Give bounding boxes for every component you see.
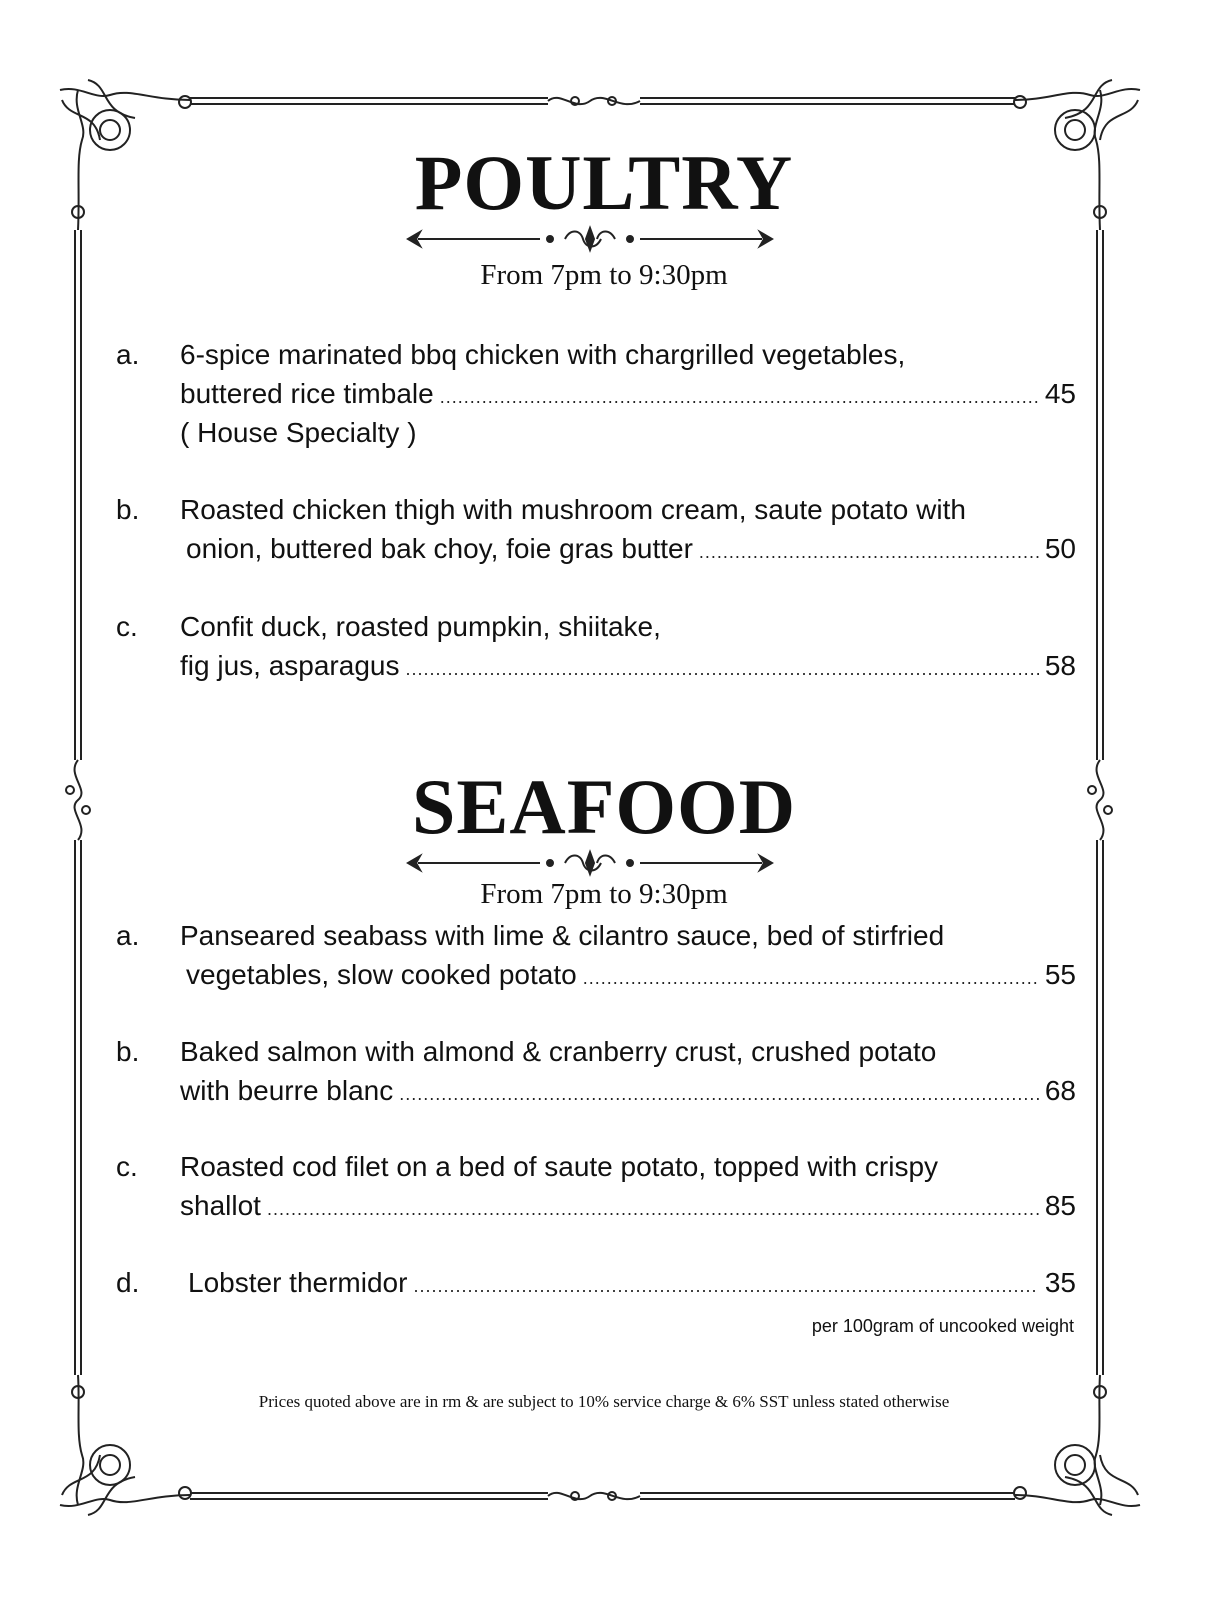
bottom-center-flourish-icon xyxy=(548,1492,640,1500)
item-description: Lobster thermidor xyxy=(188,1267,408,1298)
item-description-cont: buttered rice timbale xyxy=(180,378,434,409)
item-description: Roasted chicken thigh with mushroom cream, saute potato with xyxy=(180,494,966,525)
poultry-divider-flourish-icon xyxy=(400,224,780,254)
leader-dots xyxy=(583,959,1039,998)
seafood-title: SEAFOOD xyxy=(411,763,797,850)
item-price: 50 xyxy=(1044,533,1076,564)
item-letter: b. xyxy=(116,1036,140,1067)
item-description-cont: fig jus, asparagus xyxy=(180,650,400,681)
item-description-cont: with beurre blanc xyxy=(180,1075,394,1106)
seafood-divider-flourish-icon xyxy=(400,848,780,878)
item-description-cont: onion, buttered bak choy, foie gras butter xyxy=(186,533,693,564)
item-price: 85 xyxy=(1044,1190,1076,1221)
leader-dots xyxy=(399,1075,1039,1114)
leader-dots xyxy=(413,1267,1038,1306)
item-letter: c. xyxy=(116,1151,138,1182)
item-description-cont: vegetables, slow cooked potato xyxy=(186,959,577,990)
item-letter: b. xyxy=(116,494,140,525)
house-specialty-label: ( House Specialty ) xyxy=(180,417,417,448)
item-price: 35 xyxy=(1044,1267,1076,1298)
item-description-cont: shallot xyxy=(180,1190,261,1221)
item-price: 58 xyxy=(1044,650,1076,681)
leader-dots xyxy=(699,533,1039,572)
item-description: Panseared seabass with lime & cilantro sauce, bed of stirfried xyxy=(180,920,945,951)
item-description: Roasted cod filet on a bed of saute potato, topped with crispy xyxy=(180,1151,939,1182)
lobster-weight-note: per 100gram of uncooked weight xyxy=(811,1316,1074,1336)
leader-dots xyxy=(440,378,1039,417)
poultry-hours: From 7pm to 9:30pm xyxy=(480,259,728,291)
item-price: 45 xyxy=(1044,378,1076,409)
leader-dots xyxy=(267,1190,1039,1229)
item-letter: d. xyxy=(116,1267,140,1298)
item-description: 6-spice marinated bbq chicken with chargrilled vegetables, xyxy=(180,339,906,370)
item-price: 68 xyxy=(1044,1075,1076,1106)
seafood-hours: From 7pm to 9:30pm xyxy=(480,878,728,910)
item-price: 55 xyxy=(1044,959,1076,990)
top-center-flourish-icon xyxy=(548,97,640,105)
pricing-footer-note: Prices quoted above are in rm & are subject to 10% service charge & 6% SST unless stated otherwise xyxy=(258,1392,950,1411)
leader-dots xyxy=(405,650,1038,689)
item-letter: a. xyxy=(116,920,140,951)
item-letter: a. xyxy=(116,339,140,370)
poultry-title: POULTRY xyxy=(414,139,794,226)
item-description: Confit duck, roasted pumpkin, shiitake, xyxy=(180,611,661,642)
item-letter: c. xyxy=(116,611,138,642)
item-description: Baked salmon with almond & cranberry crust, crushed potato xyxy=(180,1036,937,1067)
